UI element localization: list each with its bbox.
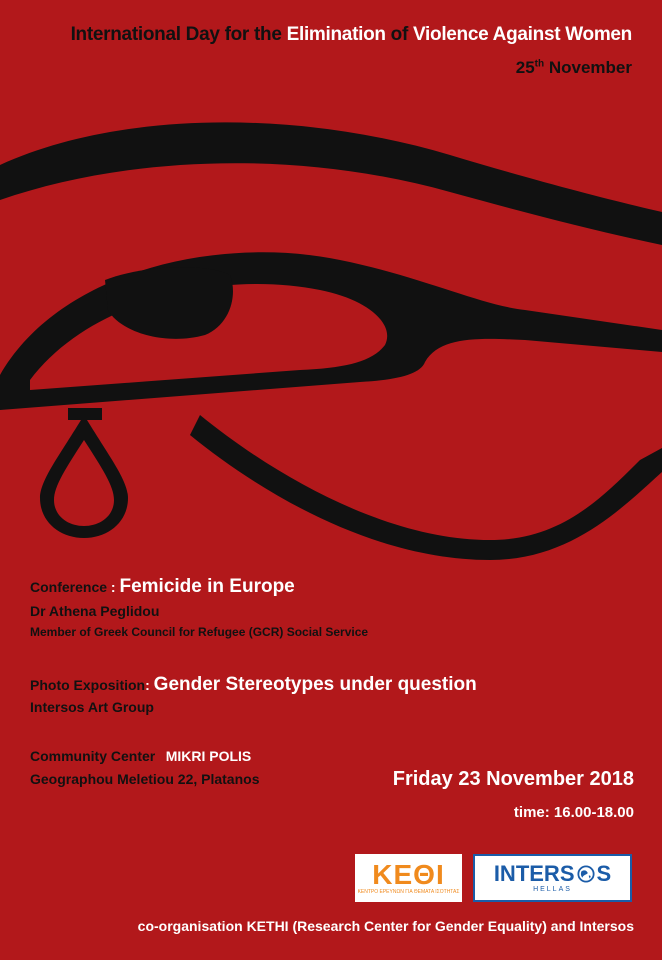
event-date: Friday 23 November 2018 [392, 768, 634, 790]
conference-speaker-role: Member of Greek Council for Refugee (GCR) Social Service [30, 625, 369, 639]
venue-name: MIKRI POLIS [165, 748, 252, 764]
page-title [71, 24, 632, 46]
teardrop-icon [40, 408, 128, 538]
kethi-logo-tagline: ΚΕΝΤΡΟ ΕΡΕΥΝΩΝ ΓΙΑ ΘΕΜΑΤΑ ΙΣΟΤΗΤΑΣ [357, 888, 460, 895]
hook-stroke [190, 415, 662, 560]
brow-stroke [0, 122, 662, 245]
title-highlight: Elimination [286, 24, 386, 45]
title-text: of [385, 24, 413, 45]
kethi-logo-word: ΚΕΘΙ [372, 858, 445, 890]
venue-line [30, 748, 251, 766]
venue-label: Community Center [30, 748, 156, 764]
intersos-word-part: INTERS [493, 861, 575, 886]
title-highlight: Violence Against Women [413, 24, 632, 45]
conference-block [30, 576, 295, 598]
conference-title: Femicide in Europe [119, 576, 295, 597]
intersos-logo [473, 854, 632, 902]
event-time: time: 16.00-18.00 [513, 804, 634, 821]
conference-separator: : [107, 579, 120, 595]
conference-label: Conference [30, 579, 108, 595]
intersos-logo-word [494, 862, 611, 886]
photo-exposition-title: Gender Stereotypes under question [153, 674, 477, 695]
photo-exposition-block [30, 674, 477, 696]
venue-address: Geographou Meletiou 22, Platanos [30, 771, 260, 787]
photo-exposition-separator: : [145, 677, 154, 693]
eye-of-horus-illustration [0, 100, 662, 560]
photo-exposition-label: Photo Exposition [30, 677, 146, 693]
intersos-logo-tagline: HELLAS [533, 886, 572, 893]
intersos-word-part: S [596, 861, 612, 886]
photo-exposition-group: Intersos Art Group [30, 699, 154, 715]
co-organisation-footer: co-organisation KETHI (Research Center for Gender Equality) and Intersos [137, 918, 634, 934]
observance-date [516, 58, 632, 78]
kethi-logo [355, 854, 462, 902]
title-text: International Day for the [70, 24, 287, 45]
globe-icon [577, 865, 595, 883]
conference-speaker: Dr Athena Peglidou [30, 603, 160, 619]
observance-month: November [544, 58, 632, 77]
observance-day-suffix: th [534, 58, 545, 70]
observance-day: 25 [515, 58, 535, 77]
